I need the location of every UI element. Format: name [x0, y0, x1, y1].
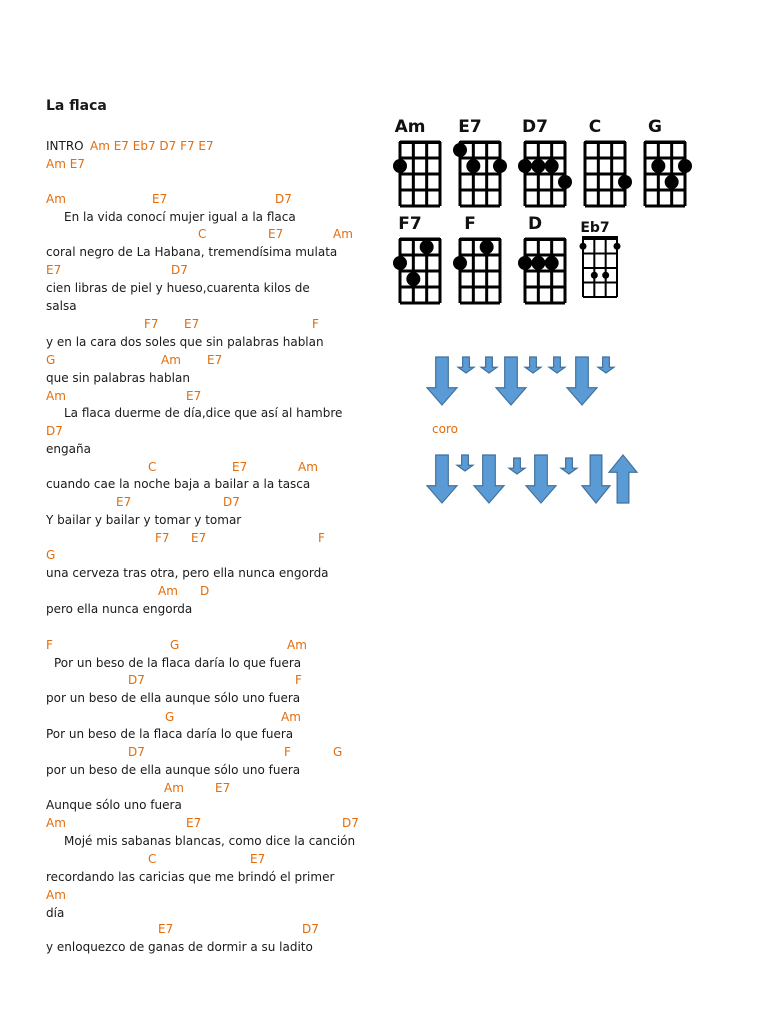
chord-symbol: Am: [281, 710, 301, 724]
chord-symbol: E7: [268, 227, 284, 241]
lyric-line: Por un beso de la flaca daría lo que fuera: [54, 656, 302, 670]
finger-dot: [466, 159, 480, 173]
chord-symbol: F: [284, 745, 291, 759]
strum-down-arrow: [598, 357, 614, 373]
chord-symbol: F7: [144, 317, 159, 331]
chord-symbol: F: [312, 317, 319, 331]
chord-symbol: E7: [191, 531, 207, 545]
chord-symbol: Am: [46, 816, 66, 830]
strum-down-arrow: [561, 458, 577, 474]
lyric-line: día: [46, 906, 65, 920]
fretboard-grid: [637, 118, 701, 210]
lyric-line: salsa: [46, 299, 77, 313]
finger-dot: [453, 143, 467, 157]
lyric-line: Por un beso de la flaca daría lo que fuera: [46, 727, 294, 741]
chord-diagram-name: F7: [398, 214, 422, 234]
chord-symbol: F: [318, 531, 325, 545]
chord-symbol: D7: [46, 424, 63, 438]
chord-symbol: C: [148, 852, 157, 866]
finger-dot: [591, 272, 598, 279]
strum-down-arrow: [427, 357, 457, 405]
finger-dot: [518, 256, 532, 270]
strum-down-arrow: [481, 357, 497, 373]
chord-diagram-name: C: [588, 117, 602, 137]
chord-symbol: E7: [215, 781, 231, 795]
chord-symbol: D7: [302, 922, 319, 936]
finger-dot: [602, 272, 609, 279]
lyric-line: por un beso de ella aunque sólo uno fuera: [46, 691, 301, 705]
lyric-line: La flaca duerme de día,dice que así al hambre: [64, 406, 343, 420]
chord-symbol: C: [148, 460, 157, 474]
lyric-line: cuando cae la noche baja a bailar a la tasca: [46, 477, 311, 491]
chord-symbol: D7: [128, 745, 145, 759]
finger-dot: [420, 240, 434, 254]
chord-symbol: G: [46, 353, 56, 367]
strum-up-arrow: [609, 455, 637, 503]
finger-dot: [480, 240, 494, 254]
strum-down-arrow: [458, 357, 474, 373]
chord-diagram: [577, 215, 641, 307]
chord-diagram-name: F: [464, 214, 476, 234]
chord-symbol: F: [295, 673, 302, 687]
finger-dot: [545, 256, 559, 270]
chord-symbol: E7: [250, 852, 266, 866]
lyric-line: coral negro de La Habana, tremendísima mulata: [46, 245, 338, 259]
chord-symbol: D7: [223, 495, 240, 509]
lyric-line: que sin palabras hablan: [46, 371, 190, 385]
lyric-line: cien libras de piel y hueso,cuarenta kilos de: [46, 281, 310, 295]
chord-symbol: E7: [46, 263, 62, 277]
lyric-line: Aunque sólo uno fuera: [46, 798, 182, 812]
chord-symbol: E7: [116, 495, 132, 509]
chord-symbol: E7: [184, 317, 200, 331]
finger-dot: [651, 159, 665, 173]
finger-dot: [393, 159, 407, 173]
lyric-line: pero ella nunca engorda: [46, 602, 193, 616]
chord-symbol: Am E7: [46, 157, 85, 171]
finger-dot: [558, 175, 572, 189]
strum-down-arrow: [526, 455, 556, 503]
chord-symbol: Am: [333, 227, 353, 241]
chord-symbol: D7: [342, 816, 359, 830]
chord-symbol: D7: [275, 192, 292, 206]
finger-dot: [393, 256, 407, 270]
chord-symbol: Am E7 Eb7 D7 F7 E7: [90, 139, 214, 153]
chord-diagram-name: G: [648, 117, 662, 137]
finger-dot: [531, 159, 545, 173]
lyric-line: y enloquezco de ganas de dormir a su ladito: [46, 940, 313, 954]
chord-symbol: G: [46, 548, 56, 562]
chord-symbol: Am: [46, 888, 66, 902]
finger-dot: [453, 256, 467, 270]
chord-diagram: [637, 118, 701, 210]
finger-dot: [665, 175, 679, 189]
chord-symbol: Am: [161, 353, 181, 367]
finger-dot: [580, 243, 587, 250]
lyric-line: engaña: [46, 442, 91, 456]
strum-down-arrow: [525, 357, 541, 373]
lyric-line: recordando las caricias que me brindó el primer: [46, 870, 335, 884]
chord-symbol: F: [46, 638, 53, 652]
song-title: La flaca: [46, 98, 107, 114]
chord-symbol: G: [165, 710, 175, 724]
finger-dot: [531, 256, 545, 270]
finger-dot: [614, 243, 621, 250]
strum-down-arrow: [427, 455, 457, 503]
strum-down-arrow: [474, 455, 504, 503]
finger-dot: [406, 272, 420, 286]
strum-down-arrow: [567, 357, 597, 405]
chord-diagram-name: E7: [458, 117, 482, 137]
chord-symbol: Am: [46, 389, 66, 403]
chord-symbol: Am: [164, 781, 184, 795]
strum-down-arrow: [582, 455, 610, 503]
chord-symbol: Am: [298, 460, 318, 474]
coro-label: coro: [432, 422, 458, 436]
chord-symbol: Am: [287, 638, 307, 652]
chord-symbol: E7: [152, 192, 168, 206]
chord-symbol: D7: [128, 673, 145, 687]
lyric-line: Y bailar y bailar y tomar y tomar: [46, 513, 242, 527]
chord-diagram-name: Am: [394, 117, 426, 137]
finger-dot: [518, 159, 532, 173]
intro-label: INTRO: [46, 139, 84, 153]
lyric-line: Mojé mis sabanas blancas, como dice la canción: [64, 834, 356, 848]
chord-symbol: F7: [155, 531, 170, 545]
chord-symbol: E7: [158, 922, 174, 936]
finger-dot: [618, 175, 632, 189]
chord-symbol: G: [333, 745, 343, 759]
finger-dot: [545, 159, 559, 173]
strum-down-arrow: [496, 357, 526, 405]
strum-down-arrow: [457, 455, 473, 471]
lyric-line: por un beso de ella aunque sólo uno fuera: [46, 763, 301, 777]
chord-symbol: E7: [186, 816, 202, 830]
lyric-line: y en la cara dos soles que sin palabras hablan: [46, 335, 324, 349]
chord-diagram-name: D7: [522, 117, 548, 137]
chord-symbol: E7: [232, 460, 248, 474]
lyric-line: En la vida conocí mujer igual a la flaca: [64, 210, 296, 224]
chord-symbol: C: [198, 227, 207, 241]
finger-dot: [493, 159, 507, 173]
chord-symbol: Am: [158, 584, 178, 598]
chord-diagram-name: D: [527, 214, 543, 234]
strum-down-arrow: [509, 458, 525, 474]
chord-symbol: Am: [46, 192, 66, 206]
lyric-line: una cerveza tras otra, pero ella nunca engorda: [46, 566, 329, 580]
strum-down-arrow: [549, 357, 565, 373]
chord-symbol: D: [200, 584, 210, 598]
finger-dot: [678, 159, 692, 173]
chord-symbol: D7: [171, 263, 188, 277]
chord-symbol: E7: [207, 353, 223, 367]
chord-symbol: G: [170, 638, 180, 652]
chord-symbol: E7: [186, 389, 202, 403]
chord-diagram-name: Eb7: [580, 220, 610, 236]
fretboard-grid: [577, 215, 641, 307]
